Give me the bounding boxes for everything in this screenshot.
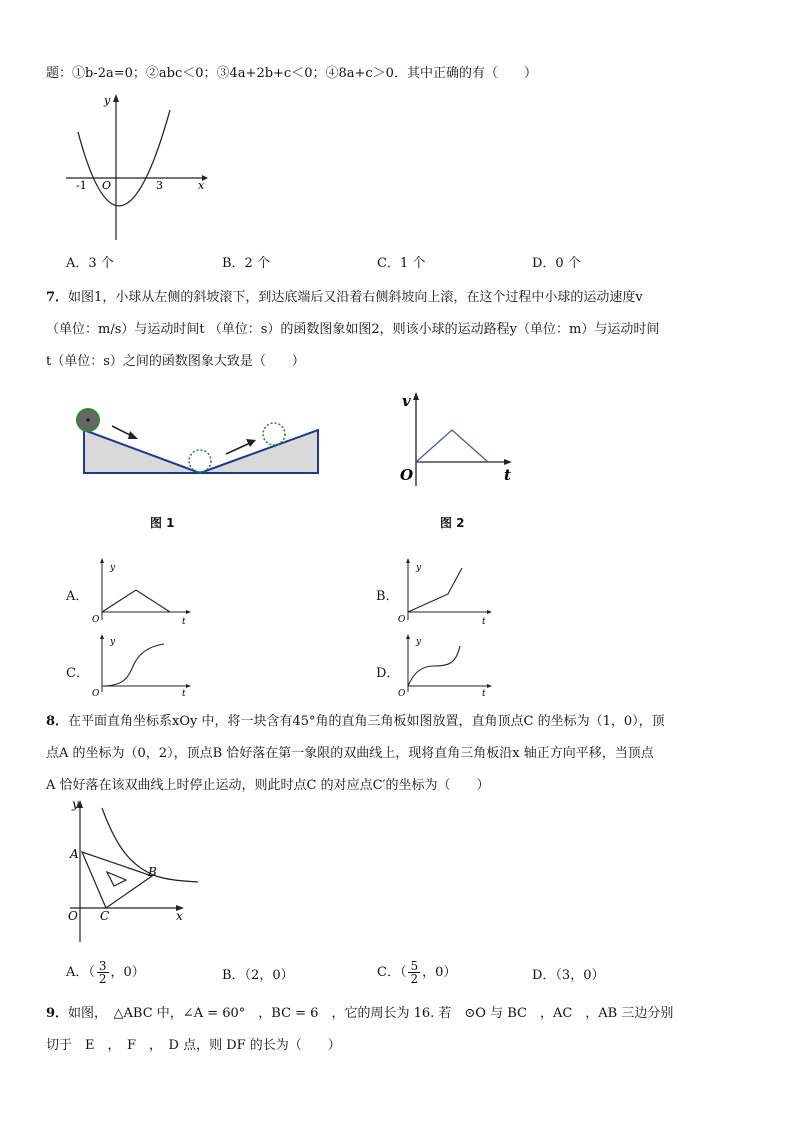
q8-option-a[interactable]: A．（ $\frac{3}{2}$ ，0） <box>66 959 145 986</box>
q8-line1 <box>46 710 665 729</box>
q7-line3: t（单位：s）之间的函数图象大致是（ ） <box>46 354 305 369</box>
arrow-down <box>112 426 132 436</box>
q7-option-a[interactable]: A． <box>66 589 89 604</box>
svg-text:t: t <box>182 617 186 626</box>
svg-text:B: B <box>148 865 157 879</box>
y-label: y <box>104 94 111 107</box>
fig1-caption: 图 1 <box>150 516 175 530</box>
arrow-up <box>226 443 250 454</box>
slope-shape <box>84 430 318 473</box>
q9-text1: 如图， △ABC 中，∠A = 60° ，BC = 6 ，它的周长为 16. 若 ⊙O 与 BC ，AC ，AB 三边分别 <box>68 1006 674 1021</box>
q7-text1: 如图1，小球从左侧的斜坡滚下，到达底端后又沿着右侧斜坡向上滚，在这个过程中小球的运动速度v <box>68 290 643 305</box>
q6-option-a[interactable]: A．3 个 <box>66 256 114 271</box>
svg-text:y: y <box>72 797 79 811</box>
svg-text:O: O <box>398 689 406 697</box>
ball-center <box>86 418 89 421</box>
q7-line2: （单位：m/s）与运动时间t （单位：s）的函数图象如图2，则该小球的运动路程y（单位：m）与运动时间 <box>46 322 660 337</box>
q7-graph-d[interactable] <box>396 632 496 697</box>
q7-option-b[interactable]: B． <box>376 589 399 604</box>
ball-bottom <box>189 450 211 472</box>
svg-text:t: t <box>182 689 186 697</box>
q6-stem: 题：①b-2a=0；②abc＜0；③4a+2b+c＜0；④8a+c＞0．其中正确的有（ ） <box>46 66 537 81</box>
q8-text1: 在平面直角坐标系xOy 中，将一块含有45°角的直角三角板如图放置，直角顶点C 的坐标为（1，0），顶 <box>68 714 665 729</box>
arrow-up-head <box>246 439 256 447</box>
fig2-caption: 图 2 <box>440 516 465 530</box>
svg-text:C: C <box>100 909 110 923</box>
q9-number: 9． <box>46 1006 69 1021</box>
q6-option-d[interactable]: D．0 个 <box>532 256 581 271</box>
svg-text:O: O <box>400 466 414 484</box>
svg-text:y: y <box>416 637 422 647</box>
svg-text:t: t <box>482 617 486 626</box>
q7-graph-b[interactable] <box>396 556 496 626</box>
y-axis-arrow <box>113 94 119 102</box>
triangle-board <box>82 852 152 908</box>
neg1-label: -1 <box>76 179 87 192</box>
q7-option-c[interactable]: C． <box>66 666 89 681</box>
q7-figure1 <box>72 400 332 485</box>
three-label: 3 <box>156 179 163 192</box>
q7-figure2 <box>396 390 521 490</box>
q8-option-c[interactable]: C．（ $\frac{5}{2}$ ，0） <box>377 959 457 986</box>
svg-text:y: y <box>416 563 422 573</box>
fraction-three-halves: $\frac{3}{2}$ <box>98 959 107 986</box>
arrow-down-head <box>128 431 138 439</box>
svg-text:O: O <box>68 909 78 923</box>
q7-line1 <box>46 286 643 305</box>
q6-option-b[interactable]: B．2 个 <box>222 256 270 271</box>
q9-line2: 切于 E ， F ， D 点，则 DF 的长为（ ） <box>46 1038 341 1053</box>
q8-option-d[interactable]: D．（3，0） <box>532 968 605 983</box>
svg-text:y: y <box>110 563 116 573</box>
svg-text:t: t <box>482 689 486 697</box>
svg-text:y: y <box>110 637 116 647</box>
svg-text:O: O <box>398 615 406 625</box>
svg-text:x: x <box>176 909 183 923</box>
ball-right <box>263 423 285 445</box>
origin-label: O <box>102 179 112 192</box>
q8-line2: 点A 的坐标为（0，2），顶点B 恰好落在第一象限的双曲线上，现将直角三角板沿x 轴正方向平移，当顶点 <box>46 746 654 761</box>
q7-option-d[interactable]: D． <box>376 666 400 681</box>
svg-text:O: O <box>92 615 100 625</box>
x-label: x <box>198 179 205 192</box>
q8-figure <box>62 796 202 946</box>
svg-text:t: t <box>504 466 511 484</box>
triangle-hole <box>107 872 126 886</box>
q9-line1 <box>46 1002 673 1021</box>
q8-option-b[interactable]: B．（2，0） <box>222 968 294 983</box>
q7-number: 7． <box>46 290 69 305</box>
svg-text:O: O <box>92 689 100 697</box>
q8-number: 8． <box>46 714 69 729</box>
svg-text:v: v <box>402 392 411 410</box>
fraction-five-halves: $\frac{5}{2}$ <box>410 959 419 986</box>
q8-line3: A 恰好落在该双曲线上时停止运动，则此时点C 的对应点C′的坐标为（ ） <box>46 778 490 793</box>
svg-text:A: A <box>70 847 79 861</box>
q7-graph-a[interactable] <box>90 556 195 626</box>
velocity-graph <box>416 430 488 462</box>
q6-option-c[interactable]: C．1 个 <box>377 256 426 271</box>
q7-graph-c[interactable] <box>90 632 195 697</box>
q6-parabola-graph <box>62 90 212 245</box>
